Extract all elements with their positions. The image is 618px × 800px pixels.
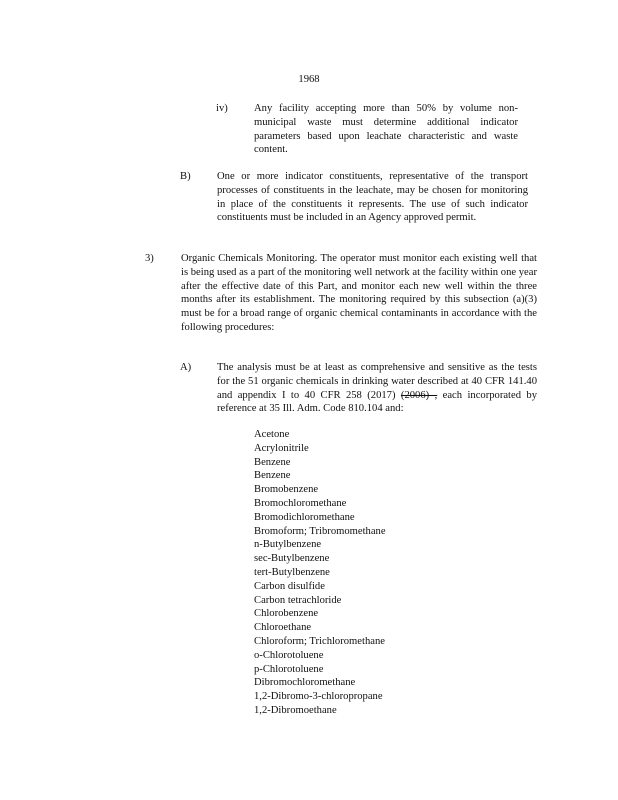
chemical-list-item: o-Chlorotoluene [254, 649, 324, 661]
item-3-label: 3) [145, 253, 154, 264]
chemical-list-item: 1,2-Dibromoethane [254, 704, 337, 716]
item-a-text-before: The analysis must be at least as comprehensive and sensitive as the tests for the 51 organic chemicals in drinking water described at 40 CFR 141.40 and appendix I to 40 CFR 258 (2017) [217, 362, 537, 401]
item-iv-label: iv) [216, 103, 228, 114]
item-a-text [217, 361, 537, 416]
chemical-list-item: Acetone [254, 429, 290, 440]
chemical-list [254, 428, 386, 718]
chemical-list-item: n-Butylbenzene [254, 539, 322, 551]
chemical-list-item: p-Chlorotoluene [254, 663, 324, 675]
item-b-text: One or more indicator constituents, representative of the transport processes of constituents in the leachate, may be chosen for monitoring in place of the constituents it represents. The use of such indicator constituents must be included in an Agency approved permit. [217, 171, 528, 224]
chemical-list-item: Bromoform; Tribromomethane [254, 525, 386, 537]
item-a-struck-text: (2006) , [400, 389, 438, 401]
chemical-list-item: sec-Butylbenzene [254, 553, 330, 565]
item-a-text-after: each incorporated by reference at 35 Ill. Adm. Code 810.104 and: [217, 389, 537, 415]
chemical-list-item: Chlorobenzene [254, 608, 319, 620]
item-iv-text: Any facility accepting more than 50% by volume non-municipal waste must determine additional indicator parameters based upon leachate characteristic and waste content. [254, 103, 518, 156]
page-number: 1968 [298, 74, 320, 85]
chemical-list-item: Benzene [254, 470, 291, 482]
chemical-list-item: Benzene [254, 456, 291, 468]
chemical-list-item: Chloroethane [254, 622, 312, 634]
chemical-list-item: 1,2-Dibromo-3-chloropropane [254, 691, 383, 703]
chemical-list-item: Carbon tetrachloride [254, 594, 342, 606]
chemical-list-item: Dibromochloromethane [254, 677, 356, 689]
item-b-label: B) [180, 171, 191, 182]
chemical-list-item: Acrylonitrile [254, 442, 309, 454]
item-a-label: A) [180, 362, 192, 373]
item-3-text: Organic Chemicals Monitoring. The operator must monitor each existing well that is being used as a part of the monitoring well network at the facility within one year after the effective date of this Part, and monitor each new well within the three months after its establishment. The monitoring required by this subsection (a)(3) must be for a broad range of organic chemical contaminants in accordance with the following procedures: [181, 253, 537, 333]
chemical-list-item: Chloroform; Trichloromethane [254, 635, 385, 647]
chemical-list-item: Bromochloromethane [254, 497, 347, 509]
chemical-list-item: Carbon disulfide [254, 580, 325, 592]
chemical-list-item: tert-Butylbenzene [254, 566, 330, 578]
chemical-list-item: Bromobenzene [254, 484, 319, 496]
chemical-list-item: Bromodichloromethane [254, 511, 355, 523]
